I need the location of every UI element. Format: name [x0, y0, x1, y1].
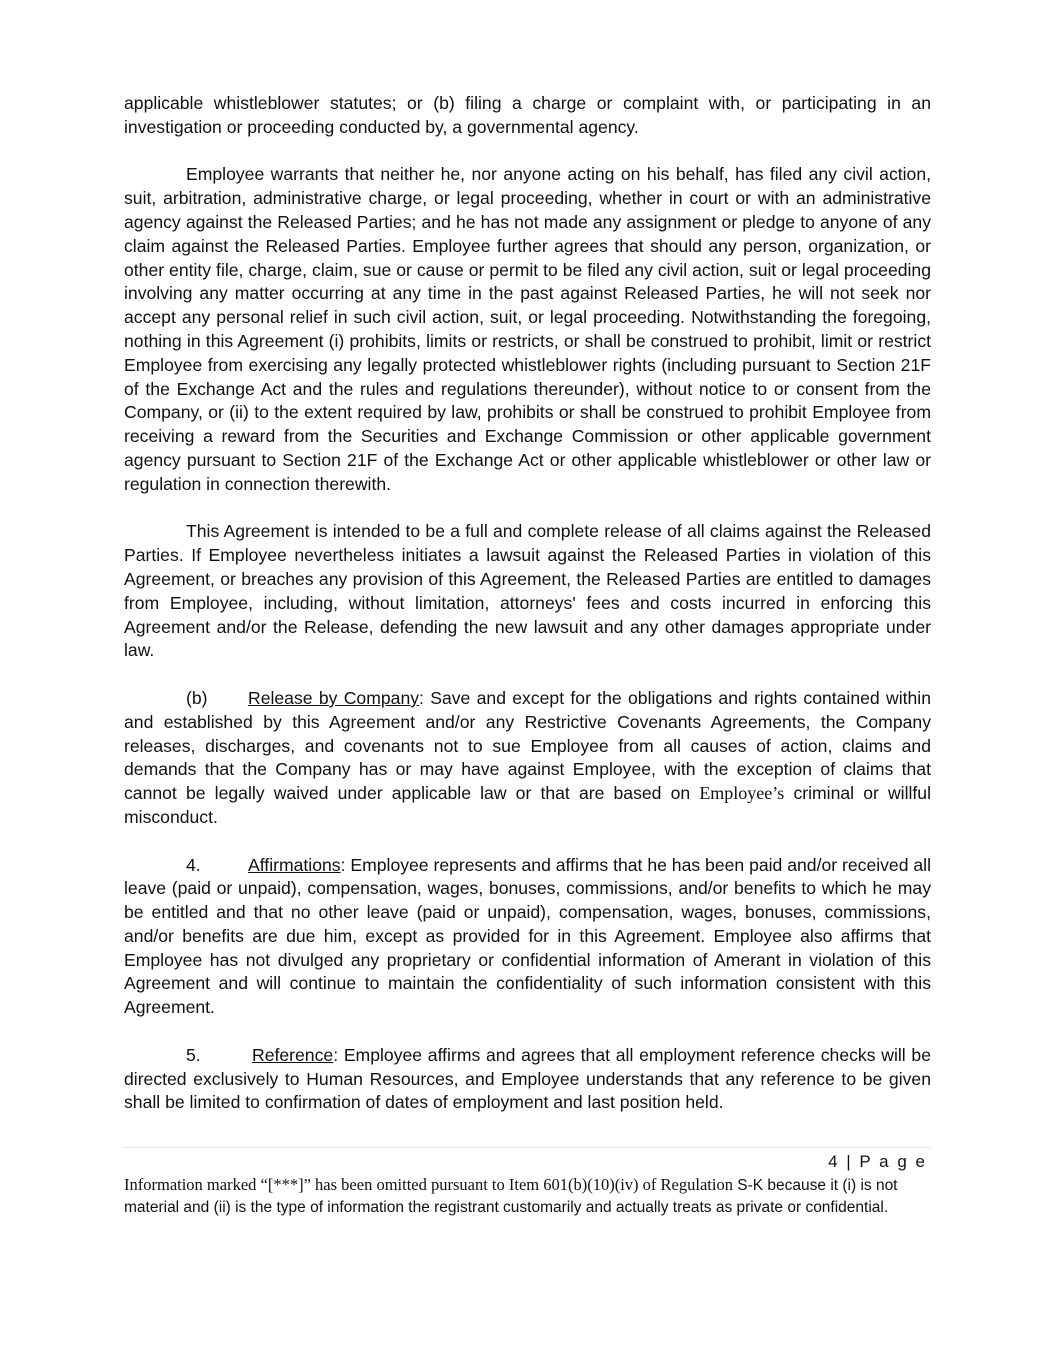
section-heading: Release by Company [248, 687, 420, 708]
section-number: 5. [186, 1044, 201, 1065]
section-number: (b) [186, 687, 208, 708]
footer-notice-sans: S-K because it (i) is not material and (ii) is the type of information the registrant customarily and actually treats as private or confidential. [124, 1177, 898, 1216]
paragraph-affirmations [124, 854, 931, 1021]
paragraph-reference [124, 1044, 931, 1115]
section-heading: Reference [252, 1044, 334, 1065]
document-body [124, 92, 931, 1139]
footer-notice [124, 1174, 929, 1218]
paragraph-release-by-company [124, 687, 931, 830]
section-number: 4. [186, 854, 201, 875]
footer-divider [124, 1147, 931, 1148]
section-text: : Employee affirms and agrees that all employment reference checks will be directed exclusively to Human Resources, and Employee understands that any reference to be given shall be limited to confirmation of dates of employment and last position held. [124, 1044, 931, 1113]
section-heading: Affirmations [248, 854, 341, 875]
section-text: : Employee represents and affirms that he has been paid and/or received all leave (paid or unpaid), compensation, wages, bonuses, commissions, and/or benefits to which he may be entitled and that no other leave (paid or unpaid), compensation, wages, bonuses, commissions, and/or benefits are due him, except as provided for in this Agreement. Employee also affirms that Employee has not divulged any proprietary or confidential information of Amerant in violation of this Agreement and will continue to maintain the confidentiality of such information consistent with this Agreement. [124, 854, 931, 1018]
footer-notice-serif: Information marked “[***]” has been omitted pursuant to Item 601(b)(10)(iv) of Regulation [124, 1175, 733, 1194]
page-number: 4 | P a g e [828, 1152, 927, 1171]
section-text: : Save and except for the obligations and rights contained within and established by this Agreement and/or any Restrictive Covenants Agreements, the Company releases, discharges, and covenants not to sue Employee from all causes of action, claims and demands that the Company has or may have against Employee, with the exception of claims that cannot be legally waived under applicable law or that are based on [124, 687, 931, 804]
paragraph-continuation: applicable whistleblower statutes; or (b) filing a charge or complaint with, or participating in an investigation or proceeding conducted by, a governmental agency. [124, 93, 931, 137]
paragraph-full-release: This Agreement is intended to be a full and complete release of all claims against the Released Parties. If Employee nevertheless initiates a lawsuit against the Released Parties in violation of this Agreement, or breaches any provision of this Agreement, the Released Parties are entitled to damages from Employee, including, without limitation, attorneys' fees and costs incurred in enforcing this Agreement and/or the Release, defending the new lawsuit and any other damages appropriate under law. [124, 521, 931, 661]
paragraph-employee-warrants: Employee warrants that neither he, nor anyone acting on his behalf, has filed any civil action, suit, arbitration, administrative charge, or legal proceeding, whether in court or with an administrative agency against the Released Parties; and he has not made any assignment or pledge to anyone of any claim against the Released Parties. Employee further agrees that should any person, organization, or other entity file, charge, claim, sue or cause or permit to be filed any civil action, suit or legal proceeding involving any matter occurring at any time in the past against Released Parties, he will not seek nor accept any personal relief in such civil action, suit, or legal proceeding. Notwithstanding the foregoing, nothing in this Agreement (i) prohibits, limits or restricts, or shall be construed to prohibit, limit or restrict Employee from exercising any legally protected whistleblower rights (including pursuant to Section 21F of the Exchange Act and the rules and regulations thereunder), without notice to or consent from the Company, or (ii) to the extent required by law, prohibits or shall be construed to prohibit Employee from receiving a reward from the Securities and Exchange Commission or other applicable government agency pursuant to Section 21F of the Exchange Act or other applicable whistleblower or other law or regulation in connection therewith. [124, 164, 931, 494]
section-text-serif-word: Employee’s [699, 783, 785, 804]
section-text-end: criminal or willful misconduct. [124, 783, 931, 827]
